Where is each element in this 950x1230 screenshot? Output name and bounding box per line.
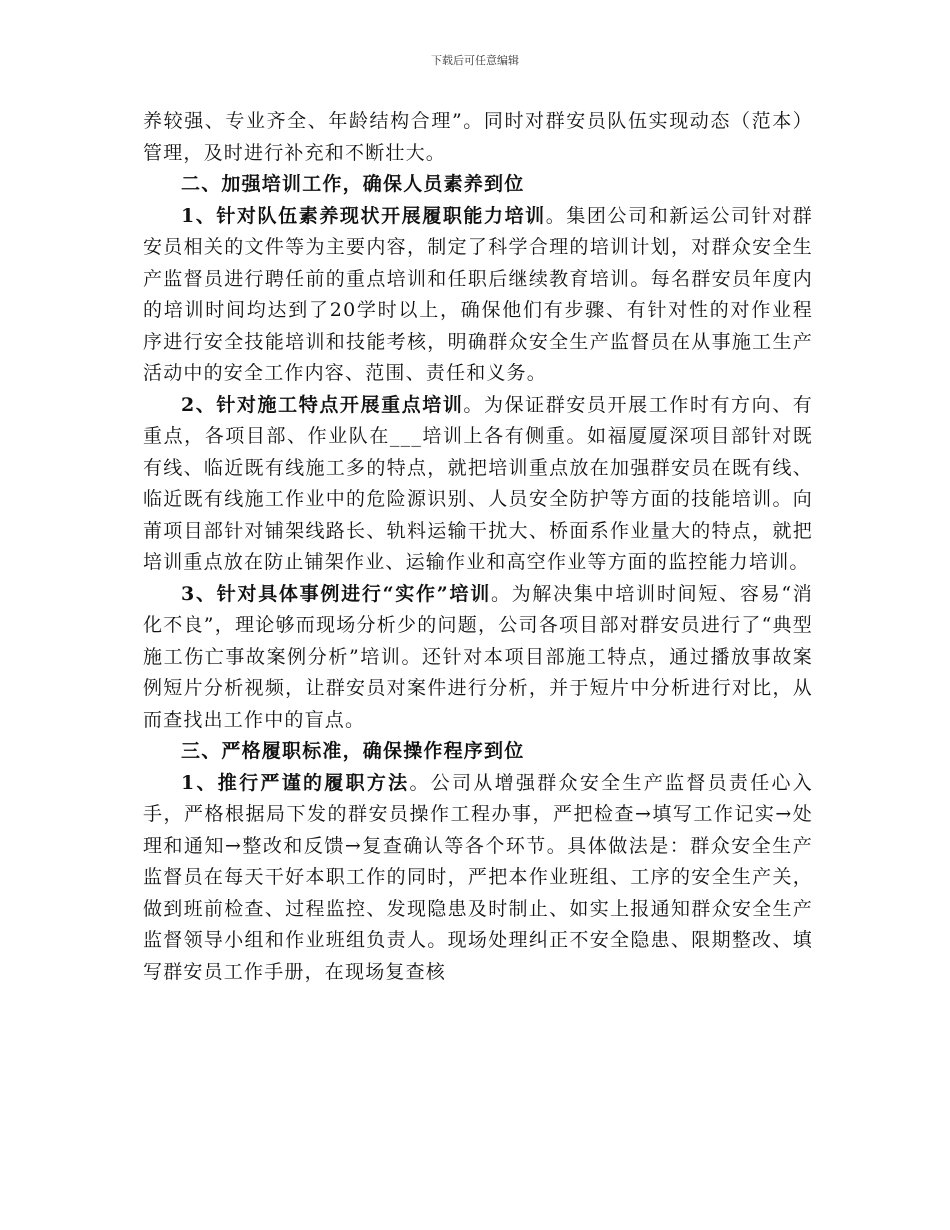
paragraph-lead: 1、推行严谨的履职方法 bbox=[181, 771, 410, 794]
paragraph-lead: 1、针对队伍素养现状开展履职能力培训 bbox=[181, 204, 546, 227]
section-heading-2: 二、加强培训工作，确保人员素养到位 bbox=[181, 173, 525, 195]
paragraph-text: 。为保证群安员开展工作时有方向、有重点，各项目部、作业队在___培训上各有侧重。如福厦厦深项目部针对既有线、临近既有线施工多的特点，就把培训重点放在加强群安员在既有线、临近既有线施工作业中的危险源识别、人员安全防护等方面的技能培训。向莆项目部针对铺架线路长、轨料运输干扰大、桥面系作业量大的特点，就把培训重点放在防止铺架作业、运输作业和高空作业等方面的监控能力培训。 bbox=[143, 393, 813, 573]
section-heading-3: 三、严格履职标准，确保操作程序到位 bbox=[181, 740, 525, 762]
paragraph-text: 养较强、专业齐全、年龄结构合理”。同时对群安员队伍实现动态（范本）管理，及时进行补充和不断壮大。 bbox=[143, 110, 813, 164]
paragraph-continuation bbox=[143, 106, 813, 169]
page-header: 下载后可任意编辑 bbox=[431, 54, 519, 67]
paragraph-training-2 bbox=[143, 390, 813, 579]
paragraph-training-3 bbox=[143, 579, 813, 737]
document-body bbox=[143, 106, 813, 988]
paragraph-text: 。集团公司和新运公司针对群安员相关的文件等为主要内容，制定了科学合理的培训计划，对群众安全生产监督员进行聘任前的重点培训和任职后继续教育培训。每名群安员年度内的培训时间均达到了20学时以上，确保他们有步骤、有针对性的对作业程序进行安全技能培训和技能考核，明确群众安全生产监督员在从事施工生产活动中的安全工作内容、范围、责任和义务。 bbox=[143, 204, 813, 384]
paragraph-duty-1 bbox=[143, 768, 813, 989]
paragraph-training-1 bbox=[143, 201, 813, 390]
paragraph-text: 。公司从增强群众安全生产监督员责任心入手，严格根据局下发的群安员操作工程办事，严把检查→填写工作记实→处理和通知→整改和反馈→复查确认等各个环节。具体做法是：群众安全生产监督员在每天干好本职工作的同时，严把本作业班组、工序的安全生产关，做到班前检查、过程监控、发现隐患及时制止、如实上报通知群众安全生产监督领导小组和作业班组负责人。现场处理纠正不安全隐患、限期整改、填写群安员工作手册，在现场复查核 bbox=[143, 771, 814, 983]
paragraph-lead: 2、针对施工特点开展重点培训 bbox=[181, 393, 464, 416]
paragraph-text: 。为解决集中培训时间短、容易“消化不良”，理论够而现场分析少的问题，公司各项目部对群安员进行了“典型施工伤亡事故案例分析”培训。还针对本项目部施工特点，通过播放事故案例短片分析视频，让群安员对案件进行分析，并于短片中分析进行对比，从而查找出工作中的盲点。 bbox=[143, 582, 813, 731]
paragraph-lead: 3、针对具体事例进行“实作”培训 bbox=[181, 582, 491, 605]
